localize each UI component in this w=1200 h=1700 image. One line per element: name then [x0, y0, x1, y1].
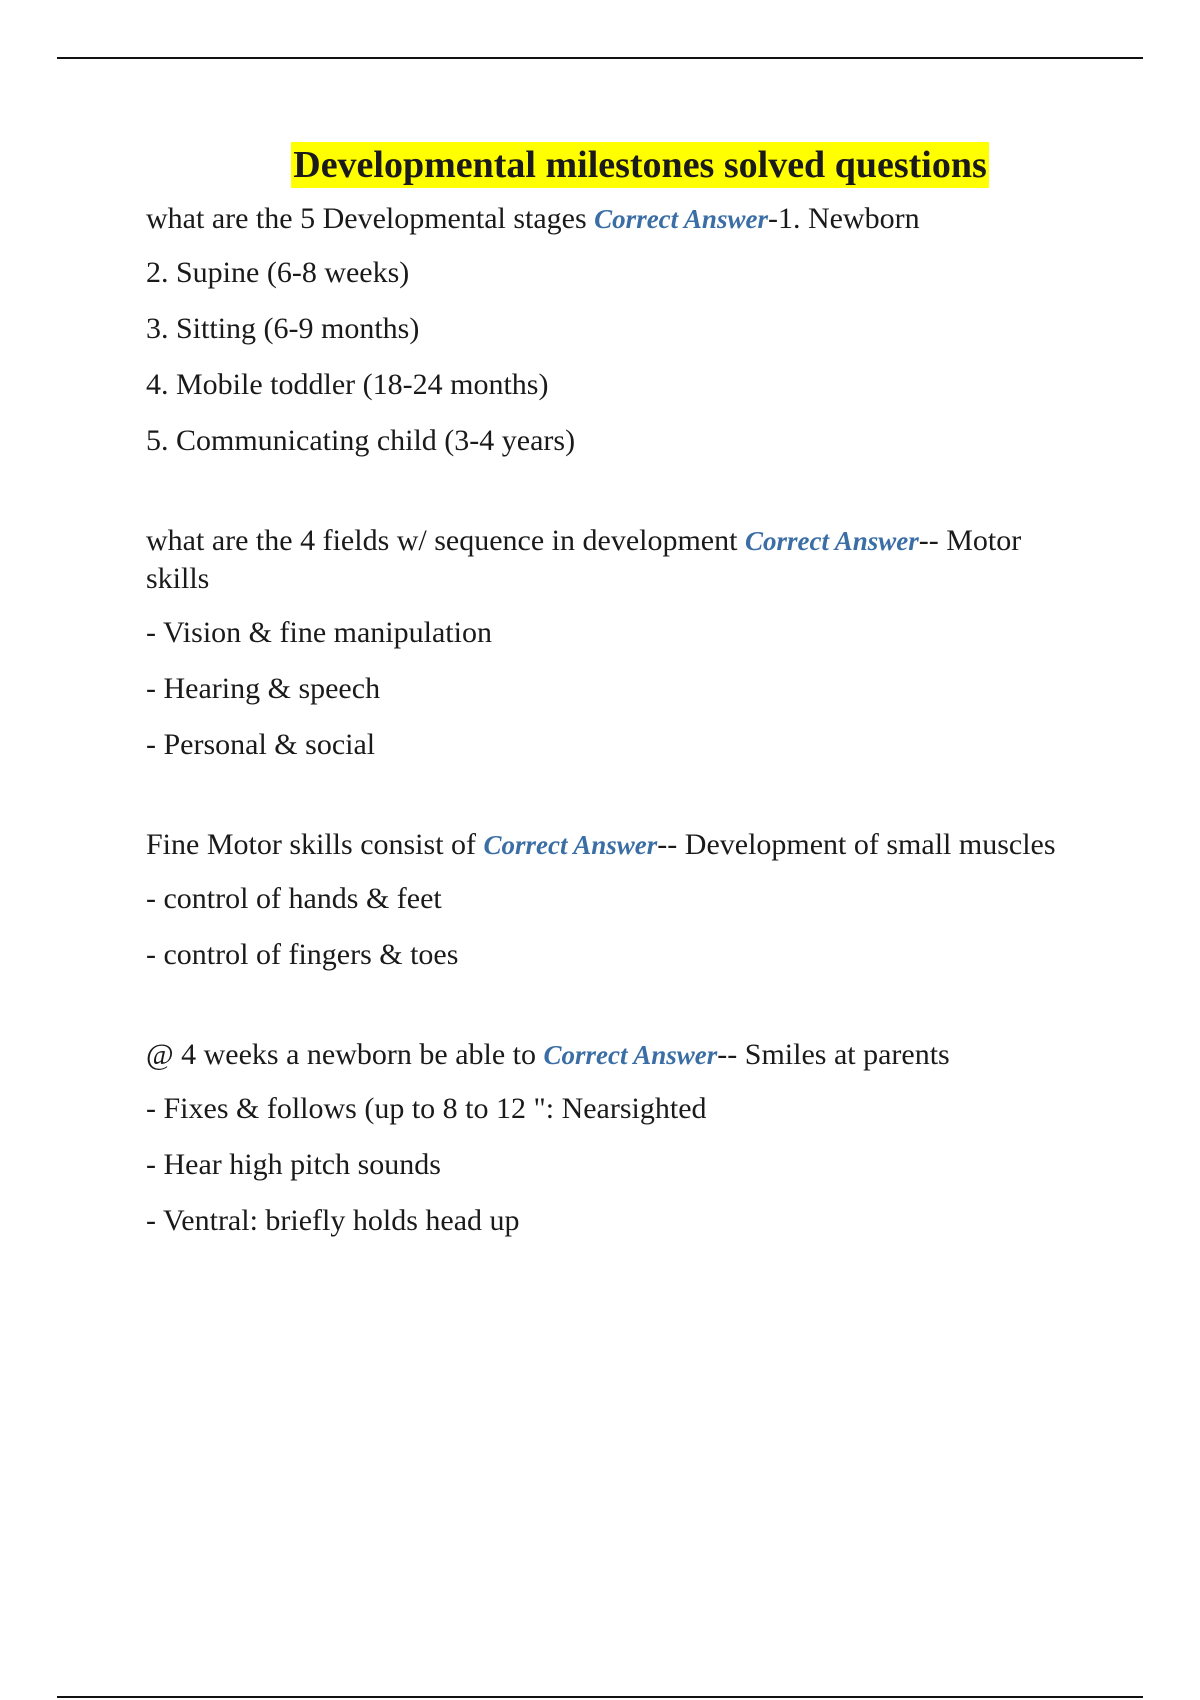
question-line: [146, 826, 1086, 864]
answer-line: 3. Sitting (6-9 months): [146, 312, 420, 345]
question-text: what are the 5 Developmental stages: [146, 202, 595, 235]
answer-line: 5. Communicating child (3-4 years): [146, 424, 576, 457]
answer-text: -- Motor skills: [146, 524, 1022, 595]
qa-item: [146, 200, 1086, 460]
answer-line: - Hearing & speech: [146, 672, 381, 705]
correct-answer-label: Correct Answer: [744, 526, 919, 556]
correct-answer-label: Correct Answer: [483, 830, 658, 860]
answer-line: - Personal & social: [146, 728, 376, 761]
question-line: [146, 1036, 1086, 1074]
answer-line: 4. Mobile toddler (18-24 months): [146, 368, 549, 401]
answer-text: -- Smiles at parents: [717, 1038, 950, 1071]
answer-line: - control of fingers & toes: [146, 938, 459, 971]
qa-item: [146, 522, 1086, 764]
question-text: @ 4 weeks a newborn be able to: [146, 1038, 544, 1071]
answer-line: - Fixes & follows (up to 8 to 12 ": Nearsighted: [146, 1092, 707, 1125]
correct-answer-label: Correct Answer: [543, 1040, 718, 1070]
question-text: Fine Motor skills consist of: [146, 828, 484, 861]
qa-item: [146, 1036, 1086, 1240]
correct-answer-label: Correct Answer: [594, 204, 768, 234]
answer-line: - Hear high pitch sounds: [146, 1148, 441, 1181]
header-rule: [57, 57, 1143, 59]
answer-text: -- Development of small muscles: [657, 828, 1056, 861]
answer-line: - Vision & fine manipulation: [146, 616, 492, 649]
footer-rule: [57, 1696, 1143, 1698]
question-line: [146, 522, 1086, 598]
qa-item: [146, 826, 1086, 974]
answer-line: - control of hands & feet: [146, 882, 442, 915]
question-text: what are the 4 fields w/ sequence in development: [146, 524, 745, 557]
document-body: [146, 142, 1086, 1258]
qa-list: [146, 200, 1086, 1240]
document-title: Developmental milestones solved questions: [293, 144, 987, 186]
title-wrap: [146, 142, 1086, 188]
answer-text: -1. Newborn: [767, 202, 920, 235]
answer-line: 2. Supine (6-8 weeks): [146, 256, 410, 289]
question-line: [146, 200, 1086, 238]
answer-line: - Ventral: briefly holds head up: [146, 1204, 520, 1237]
